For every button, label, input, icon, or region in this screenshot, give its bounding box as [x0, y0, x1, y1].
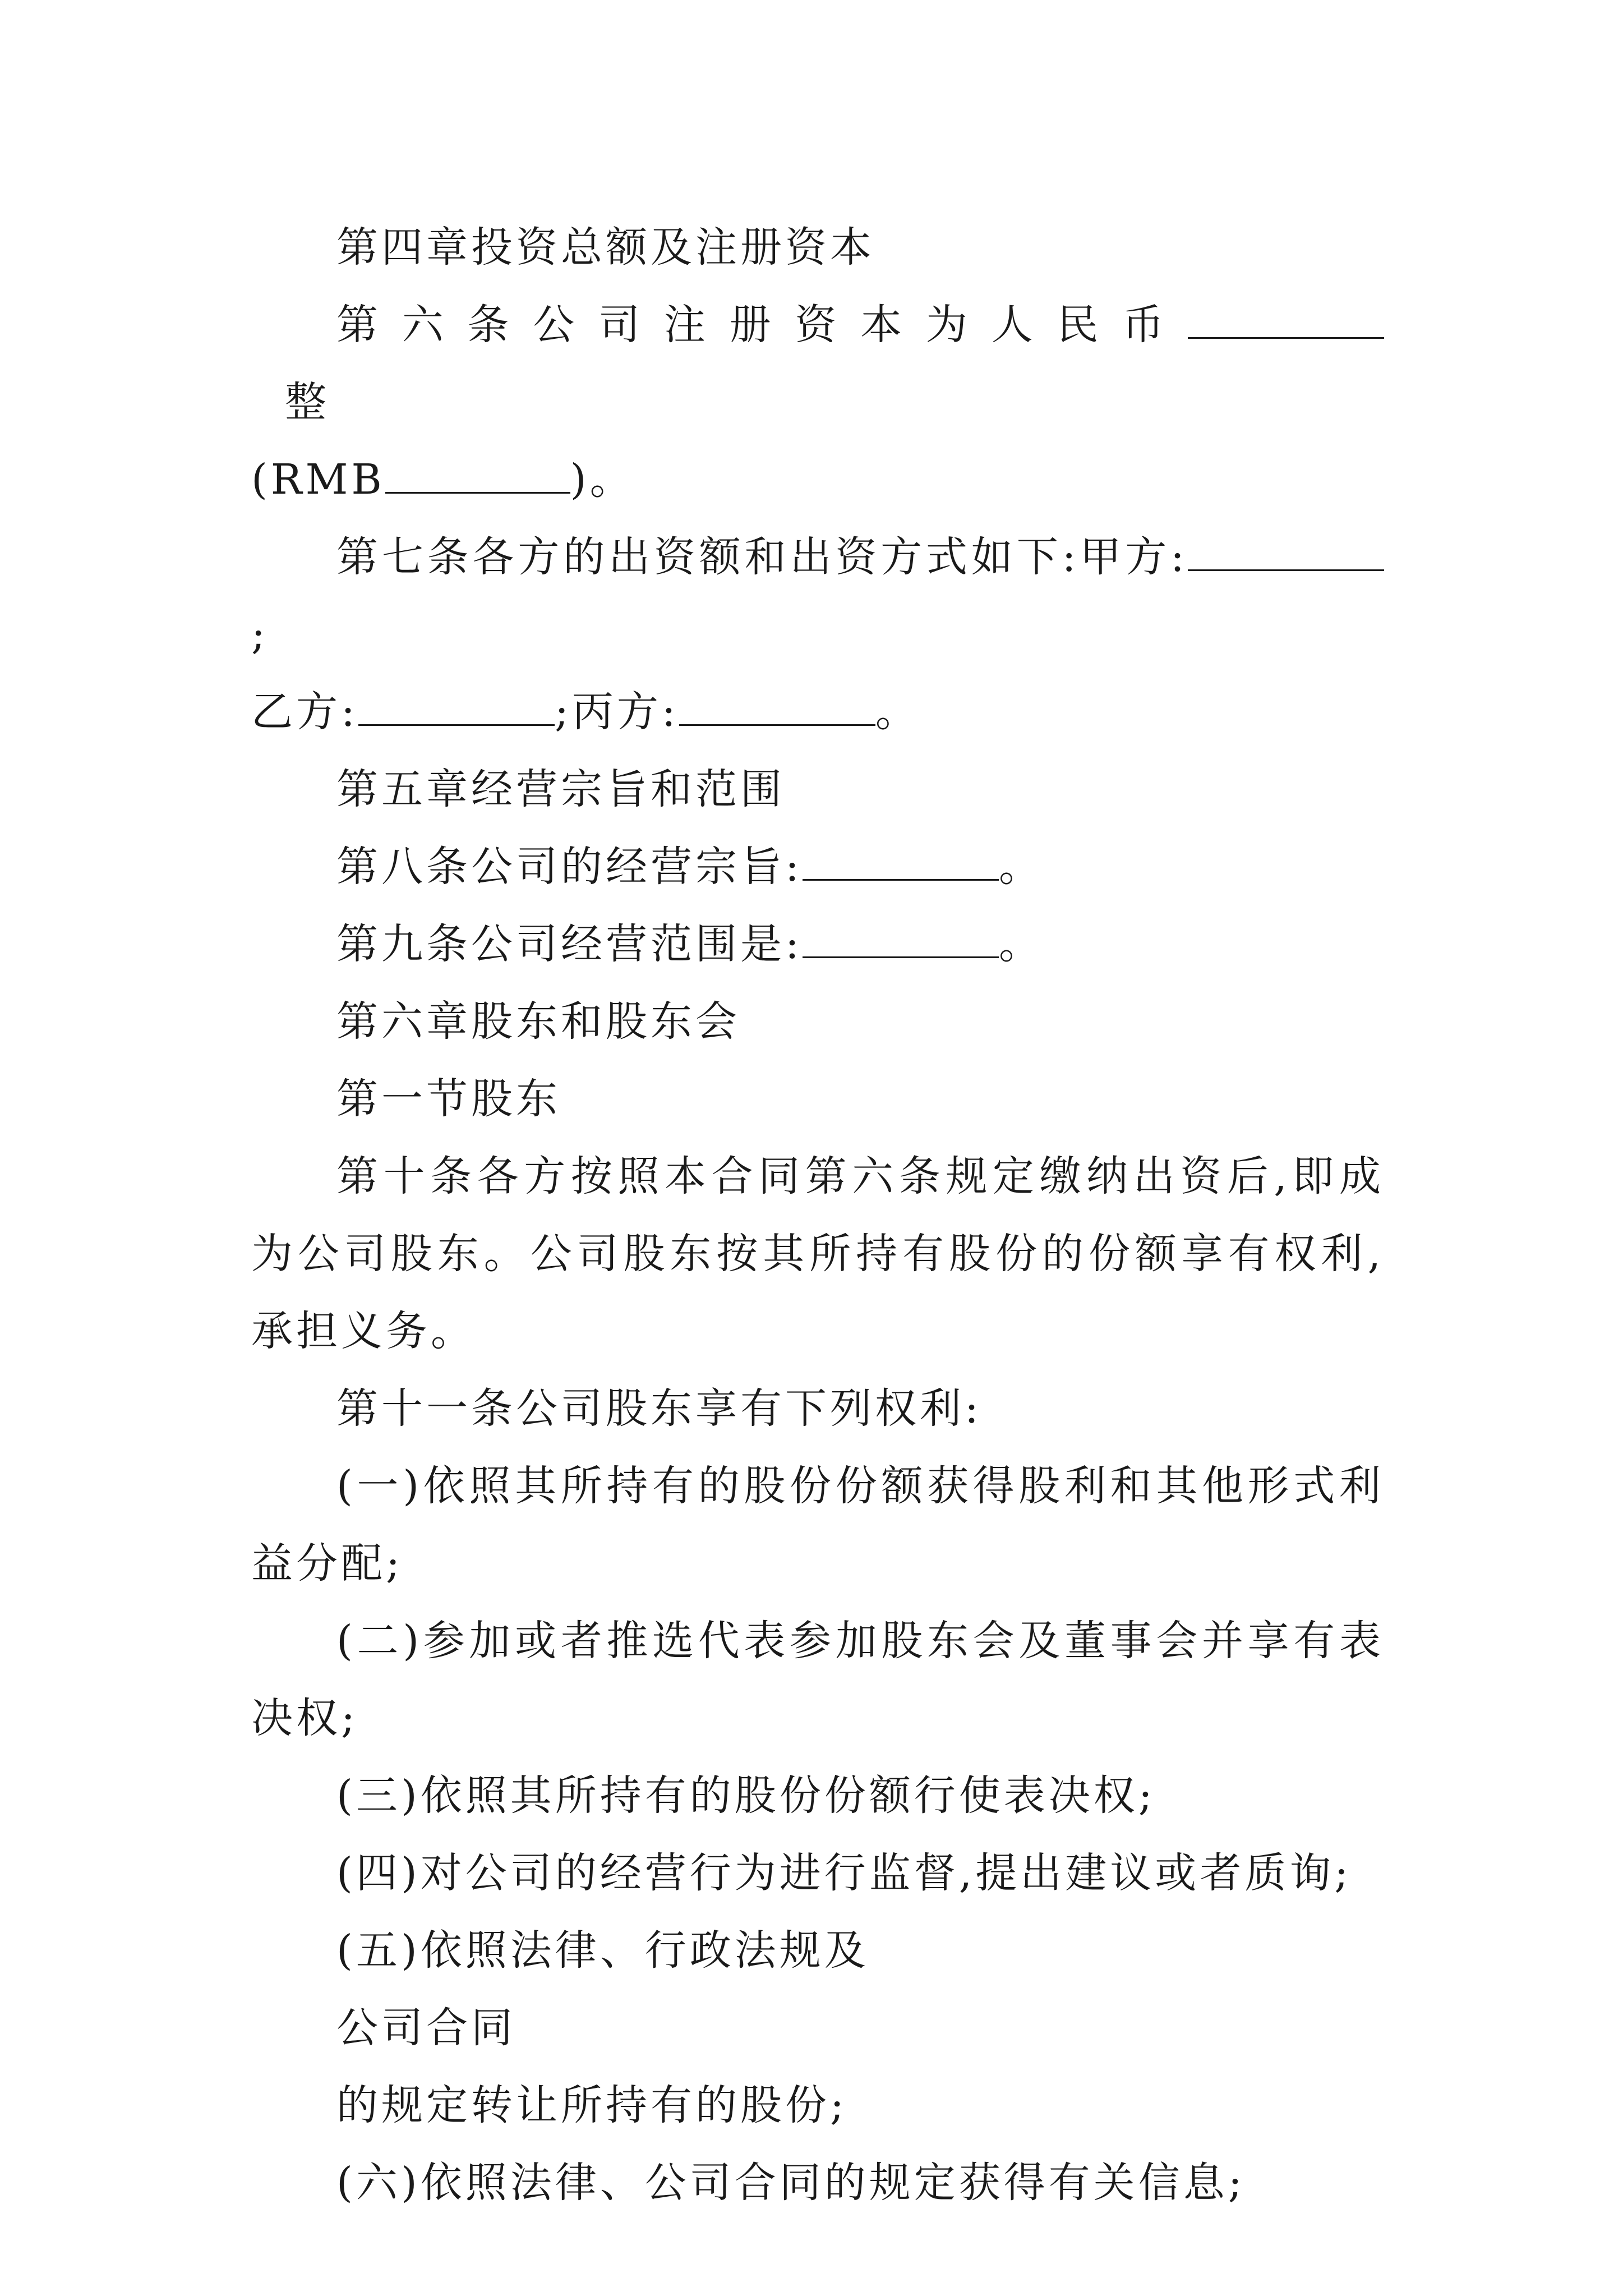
- right-item-4: (四)对公司的经营行为进行监督,提出建议或者质询;: [336, 1849, 1352, 1897]
- right-item-6: (六)依照法律、公司合同的规定获得有关信息;: [336, 2159, 1246, 2207]
- business-purpose-blank[interactable]: [803, 845, 999, 881]
- section-one-heading: 第一节股东: [336, 1075, 561, 1123]
- chapter-four-heading: 第四章投资总额及注册资本: [336, 223, 875, 272]
- right-item-1: (一)依照其所持有的股份份额获得股利和其他形式利益分配;: [251, 1462, 1384, 1588]
- right-item-5: (五)依照法律、行政法规及: [336, 1926, 869, 1975]
- article-ten: 第十条各方按照本合同第六条规定缴纳出资后,即成为公司股东。公司股东按其所持有股份的份额享有权利,承担义务。: [251, 1152, 1384, 1355]
- article-seven: 第七条各方的出资额和出资方式如下:甲方:;: [251, 518, 1384, 673]
- article-seven-continued: 乙方: ;丙方: 。: [251, 688, 920, 736]
- rmb-amount-blank[interactable]: [385, 458, 570, 494]
- right-item-5-line-2: 公司合同: [336, 2004, 516, 2052]
- business-scope-blank[interactable]: [803, 923, 999, 958]
- right-item-2: (二)参加或者推选代表参加股东会及董事会并享有表决权;: [251, 1617, 1384, 1742]
- party-c-contribution-blank[interactable]: [679, 691, 875, 726]
- article-six: 第六条公司注册资本为人民币整: [251, 286, 1384, 441]
- party-a-contribution-blank[interactable]: [1188, 536, 1384, 571]
- article-eleven: 第十一条公司股东享有下列权利:: [336, 1384, 982, 1433]
- document-body: [251, 209, 1384, 2221]
- right-item-3: (三)依照其所持有的股份份额行使表决权;: [336, 1772, 1156, 1820]
- registered-capital-blank[interactable]: [1188, 303, 1384, 339]
- article-eight: 第八条公司的经营宗旨: 。: [336, 843, 1044, 891]
- article-nine: 第九条公司经营范围是: 。: [336, 920, 1044, 968]
- party-b-contribution-blank[interactable]: [358, 691, 555, 726]
- article-six-rmb: (RMB )。: [251, 455, 635, 504]
- right-item-5-line-3: 的规定转让所持有的股份;: [336, 2081, 847, 2129]
- chapter-five-heading: 第五章经营宗旨和范围: [336, 765, 785, 813]
- chapter-six-heading: 第六章股东和股东会: [336, 997, 740, 1046]
